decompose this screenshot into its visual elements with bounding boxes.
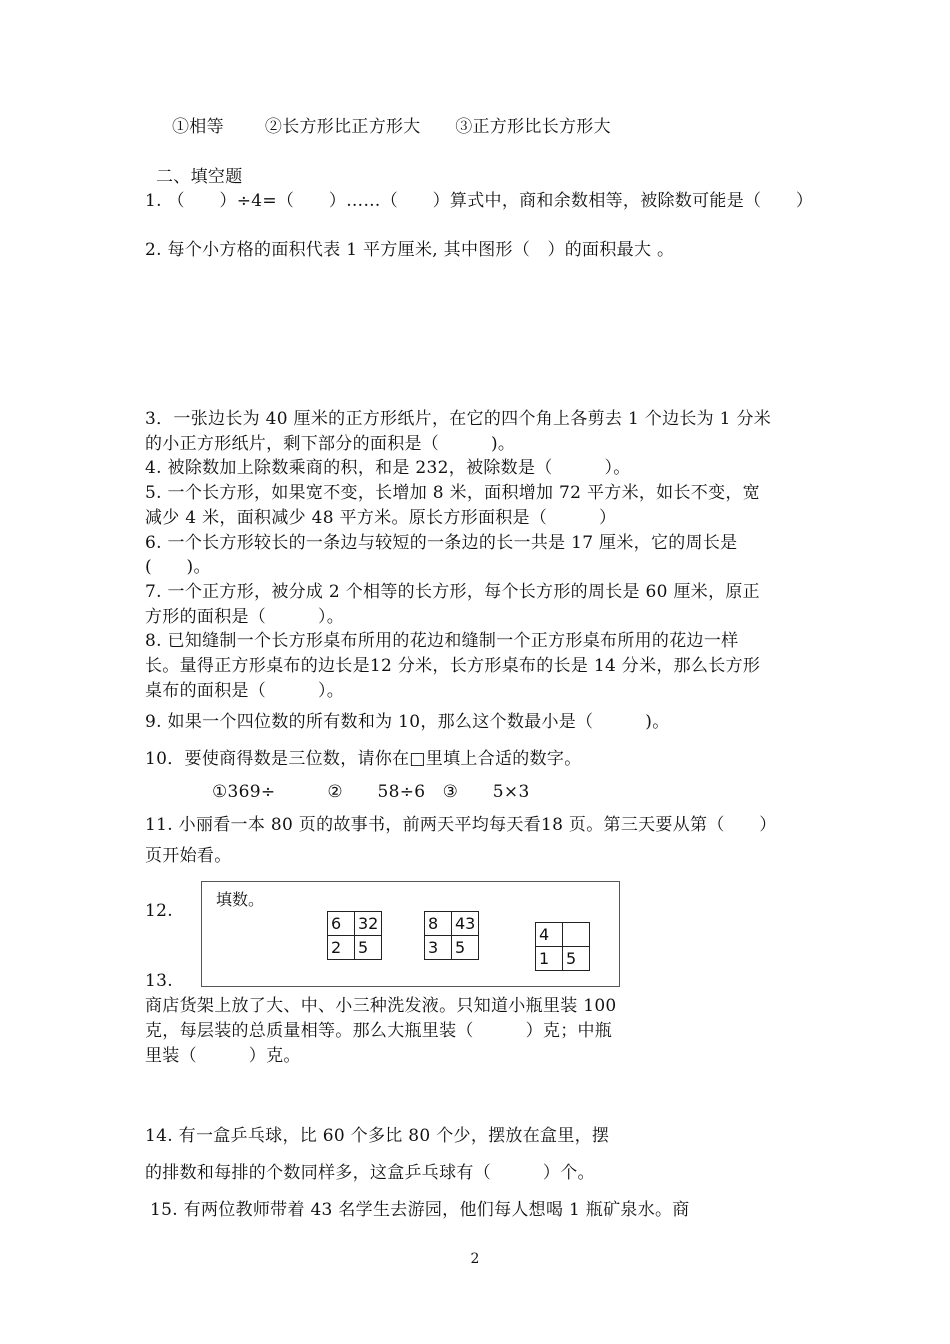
grid-cell: 43	[452, 912, 479, 936]
grid-cell: 2	[328, 936, 355, 960]
figure-title: 填数。	[216, 890, 265, 909]
grid-cell: 5	[355, 936, 382, 960]
grid-cell: 4	[536, 923, 563, 947]
number-grid-1	[327, 911, 382, 960]
question-2: 2. 每个小方格的面积代表 1 平方厘米, 其中图形（ ）的面积最大 。	[145, 240, 675, 260]
question-3-line-2: 的小正方形纸片，剩下部分的面积是（ )。	[145, 434, 516, 454]
question-9: 9. 如果一个四位数的所有数和为 10，那么这个数最小是（ )。	[145, 712, 670, 732]
grid-cell	[563, 923, 590, 947]
question-13-line-3: 里装（ ）克。	[145, 1046, 301, 1066]
grid-cell: 32	[355, 912, 382, 936]
number-grid-3	[535, 922, 590, 971]
question-4: 4. 被除数加上除数乘商的积，和是 232，被除数是（ ）。	[145, 458, 631, 478]
question-13-line-2: 克，每层装的总质量相等。那么大瓶里装（ ）克；中瓶	[145, 1021, 613, 1041]
question-3-line-1: 3．一张边长为 40 厘米的正方形纸片，在它的四个角上各剪去 1 个边长为 1 分米	[145, 409, 772, 429]
grid-cell: 3	[425, 936, 452, 960]
grid-cell: 5	[563, 947, 590, 971]
grid-cell: 6	[328, 912, 355, 936]
question-12-number: 12.	[145, 901, 173, 921]
question-7-line-1: 7. 一个正方形，被分成 2 个相等的长方形，每个长方形的周长是 60 厘米，原正	[145, 582, 760, 602]
question-10: 10．要使商得数是三位数，请你在□里填上合适的数字。	[145, 749, 582, 769]
question-8-line-1: 8. 已知缝制一个长方形桌布所用的花边和缝制一个正方形桌布所用的花边一样	[145, 631, 739, 651]
question-11-line-2: 页开始看。	[145, 846, 232, 866]
section-title: 二、填空题	[156, 167, 243, 187]
grid-cell: 1	[536, 947, 563, 971]
question-10-items: ①369÷ ② 58÷6 ③ 5×3	[212, 782, 530, 802]
question-6-line-2: ( )。	[145, 557, 211, 577]
question-13-line-1: 商店货架上放了大、中、小三种洗发液。只知道小瓶里装 100	[145, 996, 617, 1016]
grid-cell: 5	[452, 936, 479, 960]
question-5-line-2: 减少 4 米，面积减少 48 平方米。原长方形面积是（ ）	[145, 508, 617, 528]
question-13-number: 13.	[145, 971, 173, 991]
question-7-line-2: 方形的面积是（ ）。	[145, 607, 345, 627]
question-8-line-2: 长。量得正方形桌布的边长是12 分米，长方形桌布的长是 14 分米，那么长方形	[145, 656, 761, 676]
question-8-line-3: 桌布的面积是（ ）。	[145, 681, 345, 701]
question-14-line-1: 14. 有一盒乒乓球，比 60 个多比 80 个少，摆放在盒里，摆	[145, 1126, 610, 1146]
question-11-line-1: 11. 小丽看一本 80 页的故事书，前两天平均每天看18 页。第三天要从第（ ）	[145, 815, 777, 835]
grid-cell: 8	[425, 912, 452, 936]
question-14-line-2: 的排数和每排的个数同样多，这盒乒乓球有（ ）个。	[145, 1163, 595, 1183]
question-5-line-1: 5. 一个长方形，如果宽不变，长增加 8 米，面积增加 72 平方米，如长不变，宽	[145, 483, 760, 503]
question-15: 15. 有两位教师带着 43 名学生去游园，他们每人想喝 1 瓶矿泉水。商	[150, 1200, 690, 1220]
question-1: 1. （ ）÷4=（ ）……（ ）算式中，商和余数相等，被除数可能是（ ）	[145, 191, 814, 211]
options-line: ①相等 ②长方形比正方形大 ③正方形比长方形大	[172, 117, 611, 137]
page-number: 2	[470, 1251, 480, 1267]
fill-number-figure	[201, 881, 620, 987]
question-6-line-1: 6. 一个长方形较长的一条边与较短的一条边的长一共是 17 厘米，它的周长是	[145, 533, 738, 553]
number-grid-2	[424, 911, 479, 960]
